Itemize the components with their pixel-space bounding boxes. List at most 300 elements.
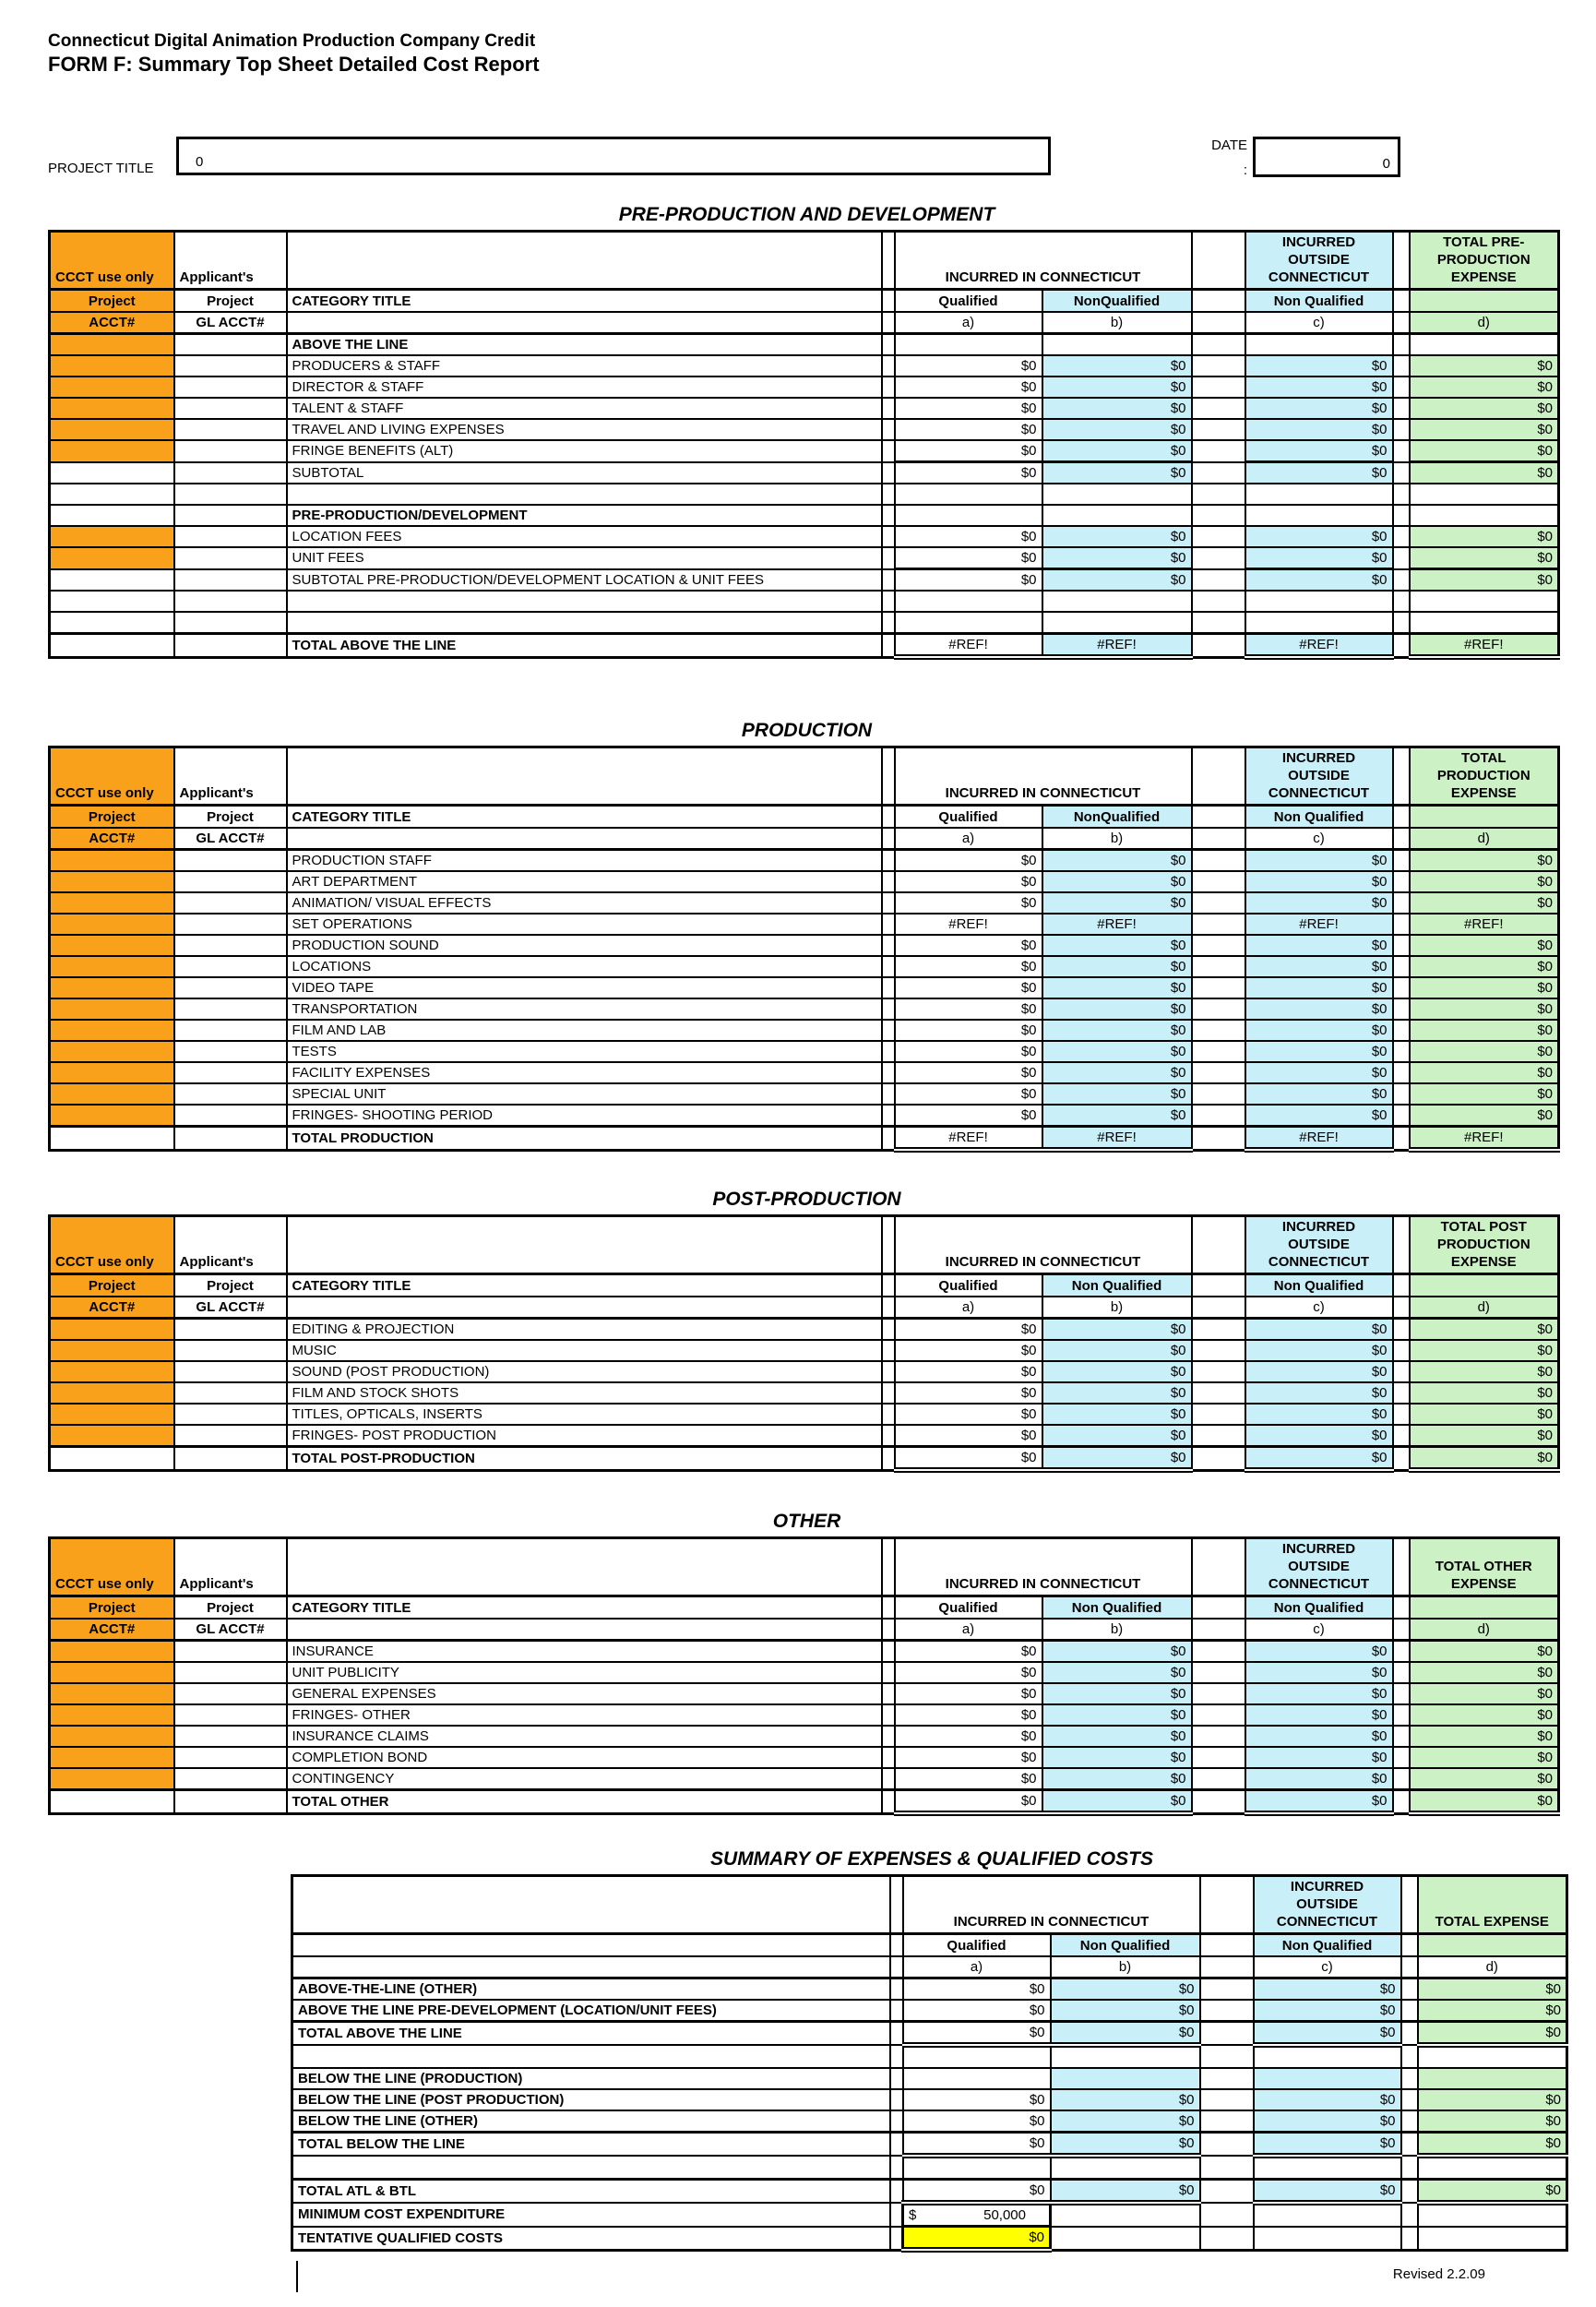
cell-qualified-value[interactable]: $0 <box>895 1768 1042 1790</box>
gl-acct-cell[interactable] <box>174 1083 287 1105</box>
cell-total-value[interactable]: $0 <box>1410 419 1559 440</box>
ccct-project-acct-cell[interactable] <box>50 1683 174 1704</box>
cell-nonqualified-ct-value[interactable]: $0 <box>1042 419 1192 440</box>
cell-total-value[interactable]: $0 <box>1410 1382 1559 1404</box>
cell-qualified-value[interactable]: $0 <box>903 2180 1051 2204</box>
cell-total-value[interactable]: $0 <box>1410 1083 1559 1105</box>
cell-nonqualified-ct-value[interactable] <box>1042 334 1192 356</box>
cell-nonqualified-ct-value[interactable]: $0 <box>1042 1041 1192 1062</box>
gl-acct-cell[interactable] <box>174 998 287 1020</box>
cell-nonqualified-outside-value[interactable]: $0 <box>1245 1020 1393 1041</box>
cell-qualified-value[interactable]: $0 <box>895 871 1042 892</box>
cell-nonqualified-outside-value[interactable]: $0 <box>1245 419 1393 440</box>
cell-nonqualified-outside-value[interactable] <box>1245 505 1393 526</box>
cell-total-value[interactable]: $0 <box>1410 1020 1559 1041</box>
cell-nonqualified-ct-value[interactable]: $0 <box>1042 355 1192 377</box>
cell-qualified-value[interactable]: $0 <box>895 1683 1042 1704</box>
cell-nonqualified-outside-value[interactable]: $0 <box>1254 2022 1401 2046</box>
cell-nonqualified-outside-value[interactable]: $0 <box>1245 1361 1393 1382</box>
cell-nonqualified-outside-value[interactable]: $0 <box>1245 526 1393 547</box>
cell-total-value[interactable]: $0 <box>1410 440 1559 462</box>
ccct-project-acct-cell[interactable] <box>50 1020 174 1041</box>
cell-nonqualified-outside-value[interactable]: $0 <box>1254 2133 1401 2157</box>
cell-nonqualified-outside-value[interactable]: $0 <box>1245 1447 1393 1471</box>
cell-nonqualified-outside-value[interactable]: $0 <box>1245 1319 1393 1341</box>
cell-nonqualified-outside-value[interactable]: $0 <box>1245 1790 1393 1814</box>
cell-nonqualified-ct-value[interactable]: $0 <box>1042 398 1192 419</box>
ccct-project-acct-cell[interactable] <box>50 1790 174 1814</box>
cell-nonqualified-outside-value[interactable]: #REF! <box>1245 1127 1393 1151</box>
gl-acct-cell[interactable] <box>174 1105 287 1127</box>
ccct-project-acct-cell[interactable] <box>50 1704 174 1726</box>
date-field[interactable] <box>1253 137 1400 177</box>
cell-total-value[interactable]: $0 <box>1410 998 1559 1020</box>
cell-nonqualified-ct-value[interactable] <box>1042 612 1192 634</box>
cell-nonqualified-outside-value[interactable]: $0 <box>1245 569 1393 592</box>
cell-total-value[interactable] <box>1410 484 1559 505</box>
cell-nonqualified-outside-value[interactable]: $0 <box>1245 1062 1393 1083</box>
cell-total-value[interactable]: $0 <box>1410 1425 1559 1447</box>
ccct-project-acct-cell[interactable] <box>50 1319 174 1341</box>
gl-acct-cell[interactable] <box>174 526 287 547</box>
cell-nonqualified-ct-value[interactable]: $0 <box>1042 547 1192 569</box>
gl-acct-cell[interactable] <box>174 1041 287 1062</box>
cell-qualified-value[interactable]: $0 <box>895 1020 1042 1041</box>
cell-qualified-value[interactable]: $0 <box>895 1340 1042 1361</box>
ccct-project-acct-cell[interactable] <box>50 1404 174 1425</box>
ccct-project-acct-cell[interactable] <box>50 892 174 914</box>
cell-nonqualified-ct-value[interactable]: $0 <box>1042 1062 1192 1083</box>
cell-total-value[interactable]: $0 <box>1410 1062 1559 1083</box>
cell-nonqualified-ct-value[interactable]: $0 <box>1042 956 1192 977</box>
cell-nonqualified-outside-value[interactable] <box>1254 2227 1401 2251</box>
ccct-project-acct-cell[interactable] <box>50 1641 174 1663</box>
cell-total-value[interactable] <box>1410 591 1559 612</box>
cell-total-value[interactable]: $0 <box>1410 547 1559 569</box>
gl-acct-cell[interactable] <box>174 334 287 356</box>
cell-nonqualified-outside-value[interactable] <box>1254 2068 1401 2089</box>
ccct-project-acct-cell[interactable] <box>50 547 174 569</box>
cell-nonqualified-outside-value[interactable]: $0 <box>1254 2110 1401 2133</box>
cell-nonqualified-outside-value[interactable]: $0 <box>1245 1083 1393 1105</box>
project-title-field[interactable] <box>176 137 1051 175</box>
cell-nonqualified-ct-value[interactable]: #REF! <box>1042 914 1192 935</box>
gl-acct-cell[interactable] <box>174 484 287 505</box>
cell-total-value[interactable]: $0 <box>1410 1768 1559 1790</box>
cell-nonqualified-ct-value[interactable]: $0 <box>1042 1382 1192 1404</box>
gl-acct-cell[interactable] <box>174 1726 287 1747</box>
cell-total-value[interactable]: #REF! <box>1410 1127 1559 1151</box>
tentative-qualified-costs-value[interactable]: $0 <box>903 2227 1051 2251</box>
cell-nonqualified-outside-value[interactable]: $0 <box>1245 977 1393 998</box>
cell-qualified-value[interactable]: #REF! <box>895 634 1042 658</box>
cell-qualified-value[interactable]: $0 <box>895 1361 1042 1382</box>
cell-total-value[interactable]: $0 <box>1410 1662 1559 1683</box>
cell-nonqualified-ct-value[interactable]: $0 <box>1051 2180 1200 2204</box>
ccct-project-acct-cell[interactable] <box>50 914 174 935</box>
cell-total-value[interactable]: #REF! <box>1410 634 1559 658</box>
cell-nonqualified-ct-value[interactable] <box>1042 484 1192 505</box>
cell-nonqualified-ct-value[interactable] <box>1042 591 1192 612</box>
cell-qualified-value[interactable]: $0 <box>895 1726 1042 1747</box>
gl-acct-cell[interactable] <box>174 914 287 935</box>
cell-nonqualified-ct-value[interactable]: $0 <box>1042 892 1192 914</box>
cell-nonqualified-outside-value[interactable]: $0 <box>1245 1726 1393 1747</box>
cell-nonqualified-ct-value[interactable]: $0 <box>1042 1662 1192 1683</box>
cell-qualified-value[interactable]: $0 <box>895 1641 1042 1663</box>
cell-qualified-value[interactable]: $0 <box>895 850 1042 872</box>
cell-qualified-value[interactable]: $0 <box>895 1704 1042 1726</box>
cell-qualified-value[interactable]: $0 <box>895 526 1042 547</box>
cell-qualified-value[interactable]: $0 <box>895 1083 1042 1105</box>
cell-qualified-value[interactable]: $0 <box>903 2089 1051 2110</box>
cell-qualified-value[interactable] <box>903 2203 1051 2227</box>
ccct-project-acct-cell[interactable] <box>50 440 174 462</box>
cell-total-value[interactable]: $0 <box>1410 355 1559 377</box>
cell-nonqualified-ct-value[interactable] <box>1042 505 1192 526</box>
cell-qualified-value[interactable]: $0 <box>895 935 1042 956</box>
cell-total-value[interactable]: #REF! <box>1410 914 1559 935</box>
cell-nonqualified-outside-value[interactable]: $0 <box>1245 547 1393 569</box>
cell-nonqualified-ct-value[interactable]: $0 <box>1042 1020 1192 1041</box>
cell-nonqualified-outside-value[interactable]: $0 <box>1245 462 1393 484</box>
gl-acct-cell[interactable] <box>174 1662 287 1683</box>
cell-nonqualified-ct-value[interactable]: $0 <box>1042 998 1192 1020</box>
ccct-project-acct-cell[interactable] <box>50 634 174 658</box>
cell-nonqualified-ct-value[interactable]: $0 <box>1042 1105 1192 1127</box>
cell-nonqualified-ct-value[interactable] <box>1051 2068 1200 2089</box>
cell-nonqualified-outside-value[interactable] <box>1254 2156 1401 2180</box>
cell-total-value[interactable]: $0 <box>1410 935 1559 956</box>
cell-total-value[interactable]: $0 <box>1410 398 1559 419</box>
cell-nonqualified-ct-value[interactable]: $0 <box>1042 526 1192 547</box>
cell-nonqualified-ct-value[interactable]: $0 <box>1042 850 1192 872</box>
gl-acct-cell[interactable] <box>174 355 287 377</box>
cell-qualified-value[interactable] <box>895 612 1042 634</box>
cell-nonqualified-outside-value[interactable]: $0 <box>1254 2180 1401 2204</box>
cell-qualified-value[interactable]: $0 <box>895 956 1042 977</box>
ccct-project-acct-cell[interactable] <box>50 1062 174 1083</box>
cell-qualified-value[interactable]: #REF! <box>895 1127 1042 1151</box>
cell-qualified-value[interactable]: $0 <box>895 569 1042 592</box>
ccct-project-acct-cell[interactable] <box>50 419 174 440</box>
cell-qualified-value[interactable] <box>903 2068 1051 2089</box>
cell-nonqualified-outside-value[interactable]: $0 <box>1245 1041 1393 1062</box>
cell-nonqualified-outside-value[interactable]: $0 <box>1245 892 1393 914</box>
cell-total-value[interactable]: $0 <box>1410 1641 1559 1663</box>
cell-nonqualified-outside-value[interactable] <box>1245 334 1393 356</box>
cell-nonqualified-ct-value[interactable]: $0 <box>1042 1361 1192 1382</box>
cell-nonqualified-ct-value[interactable]: $0 <box>1042 871 1192 892</box>
ccct-project-acct-cell[interactable] <box>50 334 174 356</box>
cell-nonqualified-outside-value[interactable] <box>1245 612 1393 634</box>
cell-nonqualified-outside-value[interactable]: $0 <box>1245 1425 1393 1447</box>
gl-acct-cell[interactable] <box>174 419 287 440</box>
cell-nonqualified-ct-value[interactable]: $0 <box>1042 1425 1192 1447</box>
cell-nonqualified-outside-value[interactable]: $0 <box>1245 355 1393 377</box>
ccct-project-acct-cell[interactable] <box>50 1361 174 1382</box>
ccct-project-acct-cell[interactable] <box>50 1425 174 1447</box>
gl-acct-cell[interactable] <box>174 892 287 914</box>
cell-total-value[interactable] <box>1410 612 1559 634</box>
cell-nonqualified-outside-value[interactable]: $0 <box>1245 1683 1393 1704</box>
cell-nonqualified-ct-value[interactable]: $0 <box>1042 935 1192 956</box>
cell-total-value[interactable]: $0 <box>1418 2180 1567 2204</box>
ccct-project-acct-cell[interactable] <box>50 1127 174 1151</box>
gl-acct-cell[interactable] <box>174 1447 287 1471</box>
cell-qualified-value[interactable]: $0 <box>895 1790 1042 1814</box>
gl-acct-cell[interactable] <box>174 377 287 398</box>
cell-nonqualified-ct-value[interactable]: $0 <box>1042 1641 1192 1663</box>
cell-nonqualified-outside-value[interactable] <box>1254 2045 1401 2068</box>
cell-total-value[interactable]: $0 <box>1410 977 1559 998</box>
cell-qualified-value[interactable]: $0 <box>895 1404 1042 1425</box>
gl-acct-cell[interactable] <box>174 1747 287 1768</box>
gl-acct-cell[interactable] <box>174 398 287 419</box>
cell-nonqualified-ct-value[interactable]: $0 <box>1042 1340 1192 1361</box>
gl-acct-cell[interactable] <box>174 1425 287 1447</box>
cell-nonqualified-outside-value[interactable]: $0 <box>1245 398 1393 419</box>
gl-acct-cell[interactable] <box>174 956 287 977</box>
cell-total-value[interactable]: $0 <box>1410 1683 1559 1704</box>
ccct-project-acct-cell[interactable] <box>50 1726 174 1747</box>
gl-acct-cell[interactable] <box>174 505 287 526</box>
gl-acct-cell[interactable] <box>174 1768 287 1790</box>
cell-nonqualified-ct-value[interactable]: $0 <box>1042 440 1192 462</box>
cell-qualified-value[interactable]: #REF! <box>895 914 1042 935</box>
gl-acct-cell[interactable] <box>174 1361 287 1382</box>
gl-acct-cell[interactable] <box>174 547 287 569</box>
cell-nonqualified-outside-value[interactable]: $0 <box>1245 1641 1393 1663</box>
cell-nonqualified-ct-value[interactable]: $0 <box>1042 1083 1192 1105</box>
ccct-project-acct-cell[interactable] <box>50 484 174 505</box>
gl-acct-cell[interactable] <box>174 1340 287 1361</box>
cell-total-value[interactable]: $0 <box>1418 2022 1567 2046</box>
cell-nonqualified-outside-value[interactable]: $0 <box>1245 1768 1393 1790</box>
cell-total-value[interactable]: $0 <box>1410 956 1559 977</box>
cell-nonqualified-ct-value[interactable]: #REF! <box>1042 634 1192 658</box>
cell-total-value[interactable]: $0 <box>1410 1319 1559 1341</box>
cell-nonqualified-ct-value[interactable]: $0 <box>1051 2133 1200 2157</box>
cell-qualified-value[interactable]: $0 <box>895 998 1042 1020</box>
cell-qualified-value[interactable]: $0 <box>895 1662 1042 1683</box>
cell-total-value[interactable]: $0 <box>1410 1704 1559 1726</box>
cell-total-value[interactable]: $0 <box>1410 462 1559 484</box>
cell-nonqualified-ct-value[interactable]: $0 <box>1042 462 1192 484</box>
cell-nonqualified-ct-value[interactable] <box>1051 2156 1200 2180</box>
gl-acct-cell[interactable] <box>174 1319 287 1341</box>
cell-nonqualified-outside-value[interactable] <box>1254 2203 1401 2227</box>
cell-qualified-value[interactable]: $0 <box>895 462 1042 484</box>
ccct-project-acct-cell[interactable] <box>50 377 174 398</box>
cell-nonqualified-outside-value[interactable]: $0 <box>1254 2089 1401 2110</box>
ccct-project-acct-cell[interactable] <box>50 998 174 1020</box>
cell-nonqualified-outside-value[interactable]: $0 <box>1245 377 1393 398</box>
cell-nonqualified-ct-value[interactable]: $0 <box>1042 569 1192 592</box>
cell-nonqualified-outside-value[interactable]: $0 <box>1245 935 1393 956</box>
cell-nonqualified-outside-value[interactable]: $0 <box>1245 1382 1393 1404</box>
ccct-project-acct-cell[interactable] <box>50 591 174 612</box>
cell-nonqualified-ct-value[interactable]: $0 <box>1042 1404 1192 1425</box>
cell-qualified-value[interactable] <box>895 505 1042 526</box>
cell-nonqualified-outside-value[interactable]: $0 <box>1245 440 1393 462</box>
gl-acct-cell[interactable] <box>174 977 287 998</box>
cell-nonqualified-outside-value[interactable]: $0 <box>1245 956 1393 977</box>
cell-nonqualified-ct-value[interactable]: $0 <box>1042 1319 1192 1341</box>
cell-total-value[interactable]: $0 <box>1410 1790 1559 1814</box>
ccct-project-acct-cell[interactable] <box>50 1105 174 1127</box>
cell-nonqualified-outside-value[interactable]: $0 <box>1254 2000 1401 2022</box>
cell-total-value[interactable] <box>1418 2156 1567 2180</box>
ccct-project-acct-cell[interactable] <box>50 1768 174 1790</box>
gl-acct-cell[interactable] <box>174 1062 287 1083</box>
cell-total-value[interactable]: $0 <box>1410 1041 1559 1062</box>
gl-acct-cell[interactable] <box>174 1020 287 1041</box>
ccct-project-acct-cell[interactable] <box>50 612 174 634</box>
cell-nonqualified-outside-value[interactable] <box>1245 484 1393 505</box>
cell-nonqualified-outside-value[interactable]: $0 <box>1245 1662 1393 1683</box>
cell-qualified-value[interactable]: $0 <box>895 398 1042 419</box>
ccct-project-acct-cell[interactable] <box>50 1041 174 1062</box>
gl-acct-cell[interactable] <box>174 1704 287 1726</box>
cell-total-value[interactable] <box>1410 334 1559 356</box>
gl-acct-cell[interactable] <box>174 871 287 892</box>
cell-qualified-value[interactable]: $0 <box>895 1319 1042 1341</box>
gl-acct-cell[interactable] <box>174 1404 287 1425</box>
gl-acct-cell[interactable] <box>174 1790 287 1814</box>
ccct-project-acct-cell[interactable] <box>50 505 174 526</box>
cell-nonqualified-outside-value[interactable]: #REF! <box>1245 634 1393 658</box>
cell-qualified-value[interactable] <box>895 591 1042 612</box>
cell-nonqualified-ct-value[interactable]: $0 <box>1042 1747 1192 1768</box>
cell-nonqualified-ct-value[interactable]: $0 <box>1042 377 1192 398</box>
cell-total-value[interactable] <box>1418 2203 1567 2227</box>
cell-nonqualified-outside-value[interactable] <box>1245 591 1393 612</box>
gl-acct-cell[interactable] <box>174 1127 287 1151</box>
ccct-project-acct-cell[interactable] <box>50 871 174 892</box>
cell-qualified-value[interactable]: $0 <box>895 355 1042 377</box>
cell-qualified-value[interactable]: $0 <box>903 2133 1051 2157</box>
cell-qualified-value[interactable]: $0 <box>895 1447 1042 1471</box>
cell-nonqualified-ct-value[interactable]: $0 <box>1042 1447 1192 1471</box>
ccct-project-acct-cell[interactable] <box>50 569 174 592</box>
ccct-project-acct-cell[interactable] <box>50 355 174 377</box>
cell-nonqualified-ct-value[interactable]: $0 <box>1051 2022 1200 2046</box>
cell-nonqualified-ct-value[interactable] <box>1051 2203 1200 2227</box>
cell-qualified-value[interactable]: $0 <box>903 2000 1051 2022</box>
cell-qualified-value[interactable]: $0 <box>903 2022 1051 2046</box>
gl-acct-cell[interactable] <box>174 612 287 634</box>
cell-qualified-value[interactable]: $0 <box>895 1041 1042 1062</box>
ccct-project-acct-cell[interactable] <box>50 1447 174 1471</box>
cell-nonqualified-outside-value[interactable]: $0 <box>1245 871 1393 892</box>
cell-total-value[interactable]: $0 <box>1410 569 1559 592</box>
cell-nonqualified-outside-value[interactable]: $0 <box>1254 1978 1401 2001</box>
cell-total-value[interactable]: $0 <box>1410 377 1559 398</box>
cell-qualified-value[interactable]: $0 <box>895 1425 1042 1447</box>
gl-acct-cell[interactable] <box>174 1641 287 1663</box>
ccct-project-acct-cell[interactable] <box>50 935 174 956</box>
cell-qualified-value[interactable] <box>895 334 1042 356</box>
cell-nonqualified-ct-value[interactable]: $0 <box>1042 977 1192 998</box>
cell-nonqualified-ct-value[interactable]: $0 <box>1051 2089 1200 2110</box>
cell-nonqualified-outside-value[interactable]: #REF! <box>1245 914 1393 935</box>
cell-total-value[interactable] <box>1418 2227 1567 2251</box>
ccct-project-acct-cell[interactable] <box>50 462 174 484</box>
cell-nonqualified-ct-value[interactable]: $0 <box>1042 1683 1192 1704</box>
cell-qualified-value[interactable]: $0 <box>895 1747 1042 1768</box>
cell-nonqualified-ct-value[interactable]: #REF! <box>1042 1127 1192 1151</box>
cell-total-value[interactable]: $0 <box>1418 2089 1567 2110</box>
cell-total-value[interactable]: $0 <box>1418 1978 1567 2001</box>
cell-total-value[interactable] <box>1410 505 1559 526</box>
cell-nonqualified-outside-value[interactable]: $0 <box>1245 850 1393 872</box>
ccct-project-acct-cell[interactable] <box>50 956 174 977</box>
cell-total-value[interactable]: $0 <box>1410 850 1559 872</box>
cell-qualified-value[interactable]: $0 <box>895 1105 1042 1127</box>
cell-total-value[interactable]: $0 <box>1410 1404 1559 1425</box>
ccct-project-acct-cell[interactable] <box>50 850 174 872</box>
ccct-project-acct-cell[interactable] <box>50 398 174 419</box>
cell-qualified-value[interactable] <box>895 484 1042 505</box>
cell-nonqualified-ct-value[interactable]: $0 <box>1051 2110 1200 2133</box>
cell-nonqualified-outside-value[interactable]: $0 <box>1245 1704 1393 1726</box>
cell-nonqualified-ct-value[interactable] <box>1051 2227 1200 2251</box>
cell-qualified-value[interactable]: $0 <box>895 1382 1042 1404</box>
ccct-project-acct-cell[interactable] <box>50 977 174 998</box>
cell-total-value[interactable]: $0 <box>1418 2133 1567 2157</box>
cell-total-value[interactable] <box>1418 2045 1567 2068</box>
gl-acct-cell[interactable] <box>174 569 287 592</box>
cell-nonqualified-ct-value[interactable]: $0 <box>1051 2000 1200 2022</box>
cell-qualified-value[interactable]: $0 <box>895 977 1042 998</box>
cell-total-value[interactable]: $0 <box>1410 1747 1559 1768</box>
gl-acct-cell[interactable] <box>174 1683 287 1704</box>
ccct-project-acct-cell[interactable] <box>50 1382 174 1404</box>
cell-nonqualified-ct-value[interactable]: $0 <box>1042 1768 1192 1790</box>
cell-total-value[interactable]: $0 <box>1410 1340 1559 1361</box>
cell-total-value[interactable]: $0 <box>1410 1726 1559 1747</box>
ccct-project-acct-cell[interactable] <box>50 1662 174 1683</box>
cell-nonqualified-ct-value[interactable]: $0 <box>1042 1704 1192 1726</box>
cell-total-value[interactable]: $0 <box>1418 2110 1567 2133</box>
cell-total-value[interactable]: $0 <box>1410 871 1559 892</box>
cell-nonqualified-outside-value[interactable]: $0 <box>1245 1340 1393 1361</box>
ccct-project-acct-cell[interactable] <box>50 1083 174 1105</box>
ccct-project-acct-cell[interactable] <box>50 1340 174 1361</box>
cell-total-value[interactable]: $0 <box>1418 2000 1567 2022</box>
gl-acct-cell[interactable] <box>174 634 287 658</box>
cell-nonqualified-ct-value[interactable]: $0 <box>1051 1978 1200 2001</box>
cell-qualified-value[interactable]: $0 <box>903 2110 1051 2133</box>
gl-acct-cell[interactable] <box>174 462 287 484</box>
cell-total-value[interactable]: $0 <box>1410 1105 1559 1127</box>
gl-acct-cell[interactable] <box>174 850 287 872</box>
cell-qualified-value[interactable]: $0 <box>895 440 1042 462</box>
cell-total-value[interactable]: $0 <box>1410 1447 1559 1471</box>
cell-nonqualified-ct-value[interactable] <box>1051 2045 1200 2068</box>
cell-qualified-value[interactable] <box>903 2156 1051 2180</box>
cell-nonqualified-ct-value[interactable]: $0 <box>1042 1790 1192 1814</box>
cell-qualified-value[interactable] <box>903 2045 1051 2068</box>
cell-nonqualified-outside-value[interactable]: $0 <box>1245 1105 1393 1127</box>
cell-qualified-value[interactable]: $0 <box>895 547 1042 569</box>
cell-qualified-value[interactable]: $0 <box>895 1062 1042 1083</box>
cell-total-value[interactable]: $0 <box>1410 526 1559 547</box>
ccct-project-acct-cell[interactable] <box>50 1747 174 1768</box>
cell-nonqualified-outside-value[interactable]: $0 <box>1245 998 1393 1020</box>
cell-qualified-value[interactable]: $0 <box>895 377 1042 398</box>
